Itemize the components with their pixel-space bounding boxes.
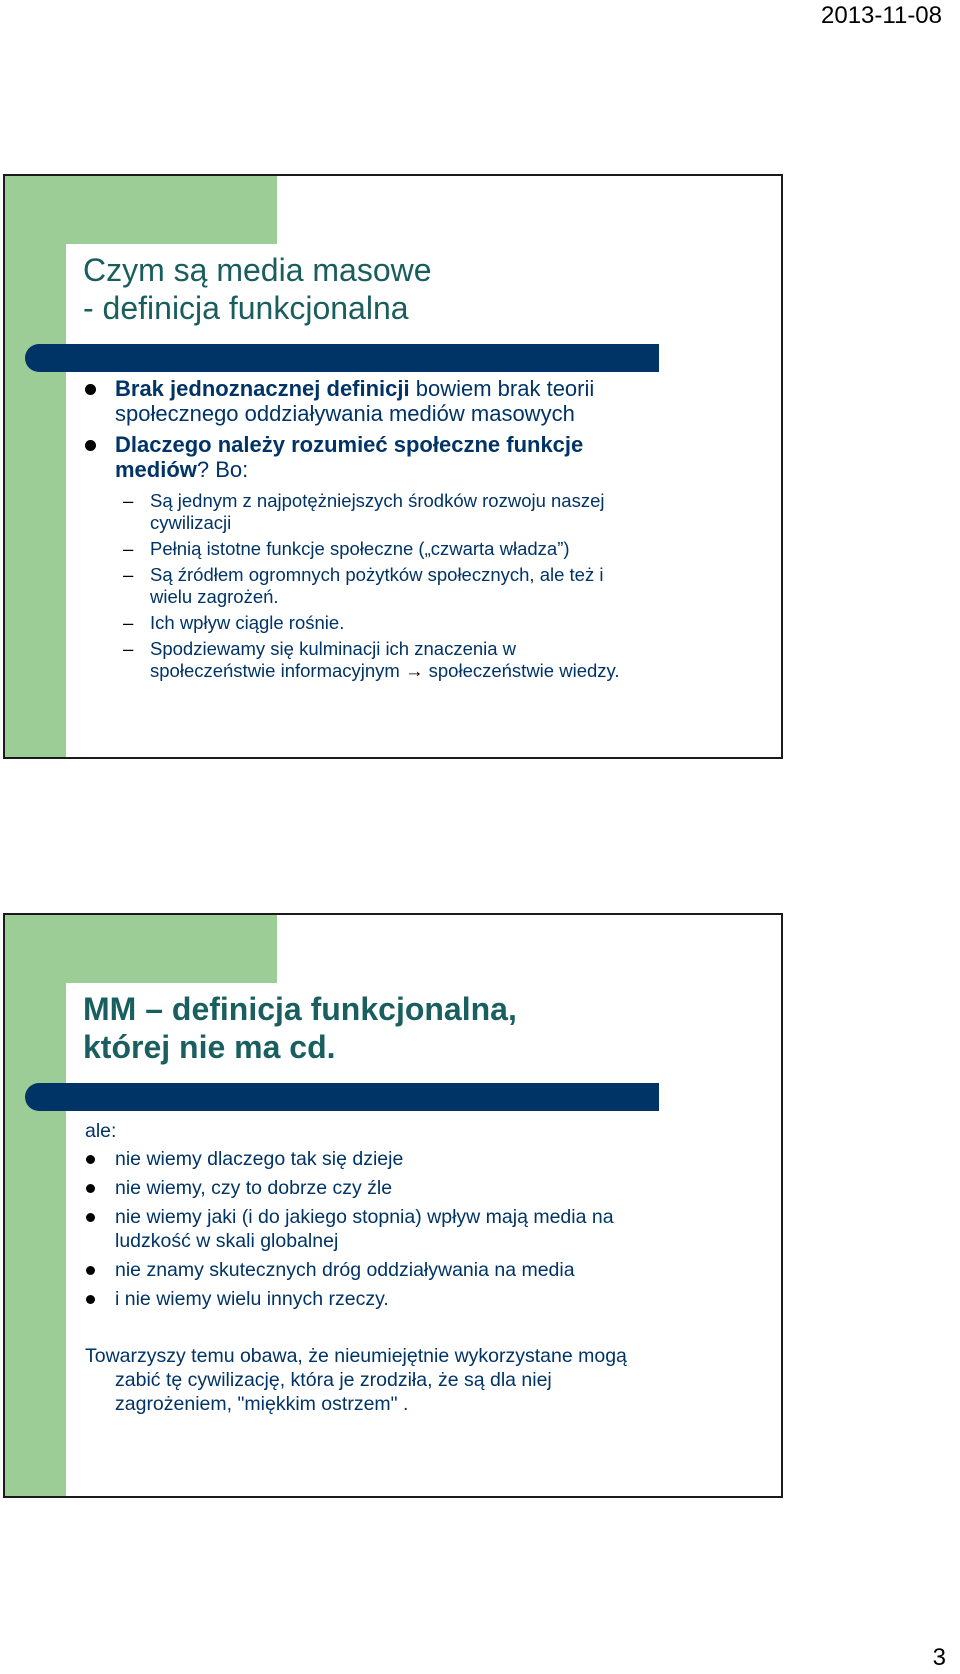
title-divider — [25, 1083, 659, 1111]
slide-top-bar — [5, 915, 277, 983]
paragraph-line: Towarzyszy temu obawa, że nieumiejętnie wykorzystane mogą — [85, 1345, 627, 1367]
bullet-text: ? Bo: — [196, 457, 249, 482]
sub-bullet-item — [150, 538, 570, 560]
slide-top-bar — [5, 176, 277, 244]
slide-side-bar — [5, 176, 66, 757]
sub-bullet-text: Ich wpływ ciągle rośnie. — [150, 612, 345, 633]
bullet-item — [115, 432, 583, 482]
slide-2 — [3, 913, 783, 1498]
sub-bullet-item — [150, 612, 344, 634]
sub-bullet-item — [150, 564, 603, 608]
slide-title — [83, 990, 517, 1066]
closing-paragraph — [85, 1344, 725, 1416]
bullet-bold-text: Brak jednoznacznej definicji — [115, 376, 410, 401]
title-line-1: MM – definicja funkcjonalna, — [83, 991, 517, 1027]
sub-bullet-text: społeczeństwie informacyjnym — [150, 660, 400, 681]
bullet-text: społecznego oddziaływania mediów masowych — [115, 401, 575, 426]
arrow-right-icon: → — [404, 660, 424, 681]
slide-side-bar — [5, 915, 66, 1496]
page-number: 3 — [932, 1644, 946, 1671]
bullet-item: i nie wiemy wielu innych rzeczy. — [115, 1288, 389, 1310]
sub-bullet-text: Spodziewamy się kulminacji ich znaczenia w — [150, 638, 517, 659]
sub-bullet-text: Są źródłem ogromnych pożytków społecznych, ale też i — [150, 564, 604, 585]
title-line-2: której nie ma cd. — [83, 1029, 336, 1065]
page-date: 2013-11-08 — [821, 2, 942, 29]
intro-text: ale: — [85, 1120, 117, 1142]
sub-bullet-text: Pełnią istotne funkcje społeczne („czwarta władza”) — [150, 538, 570, 559]
bullet-bold-text: Dlaczego należy rozumieć społeczne funkcje — [115, 432, 584, 457]
bullet-text: nie wiemy jaki (i do jakiego stopnia) wpływ mają media na — [115, 1206, 614, 1228]
bullet-item — [115, 376, 594, 426]
bullet-text: bowiem brak teorii — [409, 376, 595, 401]
bullet-item: nie wiemy dlaczego tak się dzieje — [115, 1148, 404, 1170]
title-divider — [25, 344, 659, 372]
paragraph-line: zabić tę cywilizację, która je zrodziła, że są dla niej — [115, 1369, 552, 1391]
bullet-item: nie wiemy, czy to dobrze czy źle — [115, 1177, 393, 1199]
bullet-text: ludzkość w skali globalnej — [115, 1230, 339, 1252]
slide-1 — [3, 174, 783, 759]
title-line-2: - definicja funkcjonalna — [83, 290, 409, 326]
sub-bullet-text: Są jednym z najpotężniejszych środków rozwoju naszej — [150, 490, 605, 511]
sub-bullet-item — [150, 490, 605, 534]
sub-bullet-text: cywilizacji — [150, 512, 232, 533]
bullet-bold-text: mediów — [115, 457, 197, 482]
slide-title — [83, 251, 432, 327]
paragraph-line: zagrożeniem, "miękkim ostrzem" . — [115, 1393, 409, 1415]
bullet-item: nie znamy skutecznych dróg oddziaływania na media — [115, 1259, 575, 1281]
sub-bullet-text: wielu zagrożeń. — [150, 586, 279, 607]
bullet-item — [115, 1205, 614, 1253]
sub-bullet-item — [150, 638, 620, 682]
sub-bullet-text: społeczeństwie wiedzy. — [428, 660, 620, 681]
title-line-1: Czym są media masowe — [83, 252, 432, 288]
